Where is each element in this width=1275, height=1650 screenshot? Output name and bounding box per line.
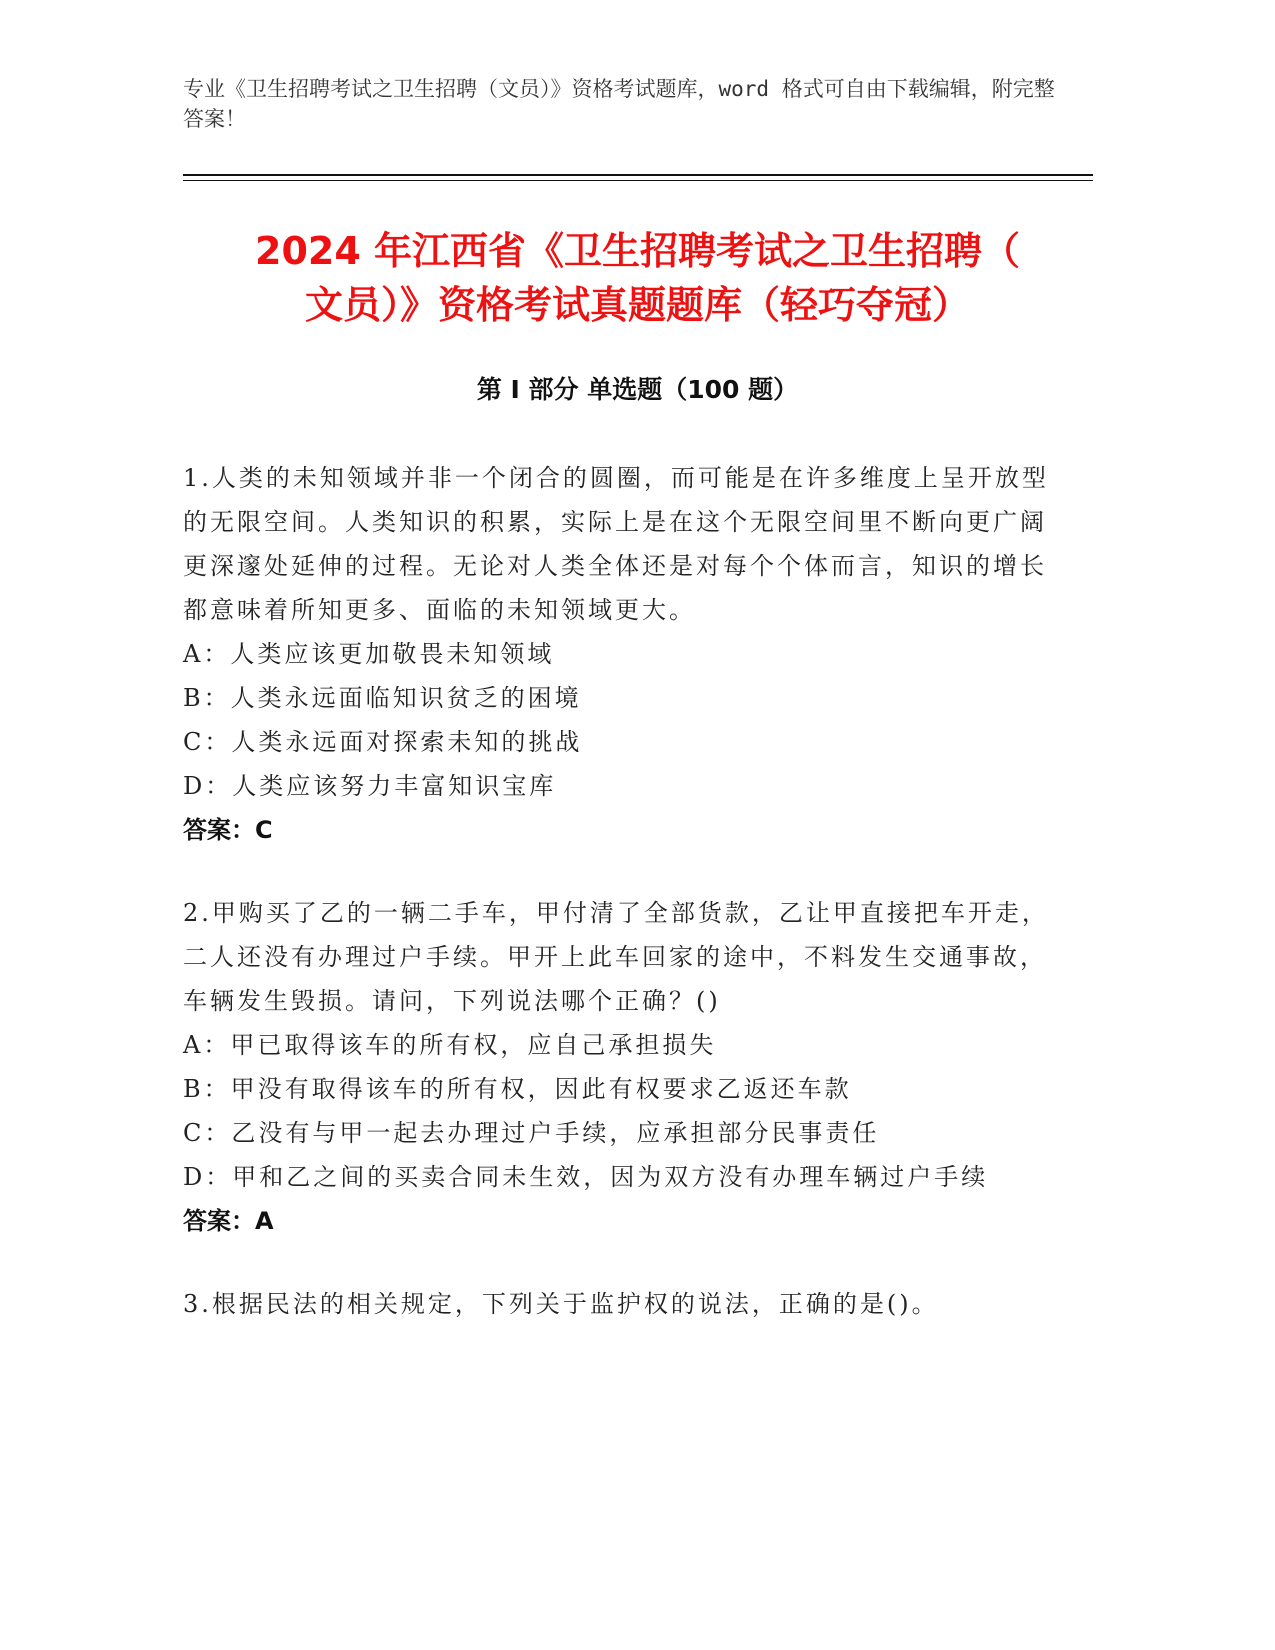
option-d: D：甲和乙之间的买卖合同未生效，因为双方没有办理车辆过户手续 <box>183 1163 989 1191</box>
question-2 <box>183 891 1063 1243</box>
answer: 答案：A <box>183 1207 274 1235</box>
title-line-1: 2024 年江西省《卫生招聘考试之卫生招聘（ <box>255 229 1020 273</box>
option-a: A：人类应该更加敬畏未知领域 <box>183 640 555 668</box>
question-text: 2.甲购买了乙的一辆二手车，甲付清了全部货款，乙让甲直接把车开走，二人还没有办理过户手续。甲开上此车回家的途中，不料发生交通事故，车辆发生毁损。请问，下列说法哪个正确？() <box>183 899 1049 1015</box>
option-c: C：人类永远面对探索未知的挑战 <box>183 728 583 756</box>
question-3 <box>183 1282 1063 1326</box>
question-1 <box>183 456 1063 852</box>
option-a: A：甲已取得该车的所有权，应自己承担损失 <box>183 1031 717 1059</box>
document-title <box>160 224 1115 332</box>
option-b: B：人类永远面临知识贫乏的困境 <box>183 684 582 712</box>
header-note: 专业《卫生招聘考试之卫生招聘（文员）》资格考试题库，word 格式可自由下载编辑，附完整答案！ <box>183 77 1055 131</box>
title-line-2: 文员）》资格考试真题题库（轻巧夺冠） <box>304 283 970 327</box>
option-b: B：甲没有取得该车的所有权，因此有权要求乙返还车款 <box>183 1075 852 1103</box>
option-d: D：人类应该努力丰富知识宝库 <box>183 772 557 800</box>
header-rule-thick <box>183 174 1093 176</box>
question-text: 3.根据民法的相关规定，下列关于监护权的说法，正确的是()。 <box>183 1290 939 1318</box>
question-text: 1.人类的未知领域并非一个闭合的圆圈，而可能是在许多维度上呈开放型的无限空间。人类知识的积累，实际上是在这个无限空间里不断向更广阔更深邃处延伸的过程。无论对人类全体还是对每个个体而言，知识的增长都意味着所知更多、面临的未知领域更大。 <box>183 464 1049 624</box>
option-c: C：乙没有与甲一起去办理过户手续，应承担部分民事责任 <box>183 1119 880 1147</box>
answer: 答案：C <box>183 816 273 844</box>
header-rule-thin <box>183 180 1093 181</box>
section-title: 第 I 部分 单选题（100 题） <box>476 375 799 404</box>
